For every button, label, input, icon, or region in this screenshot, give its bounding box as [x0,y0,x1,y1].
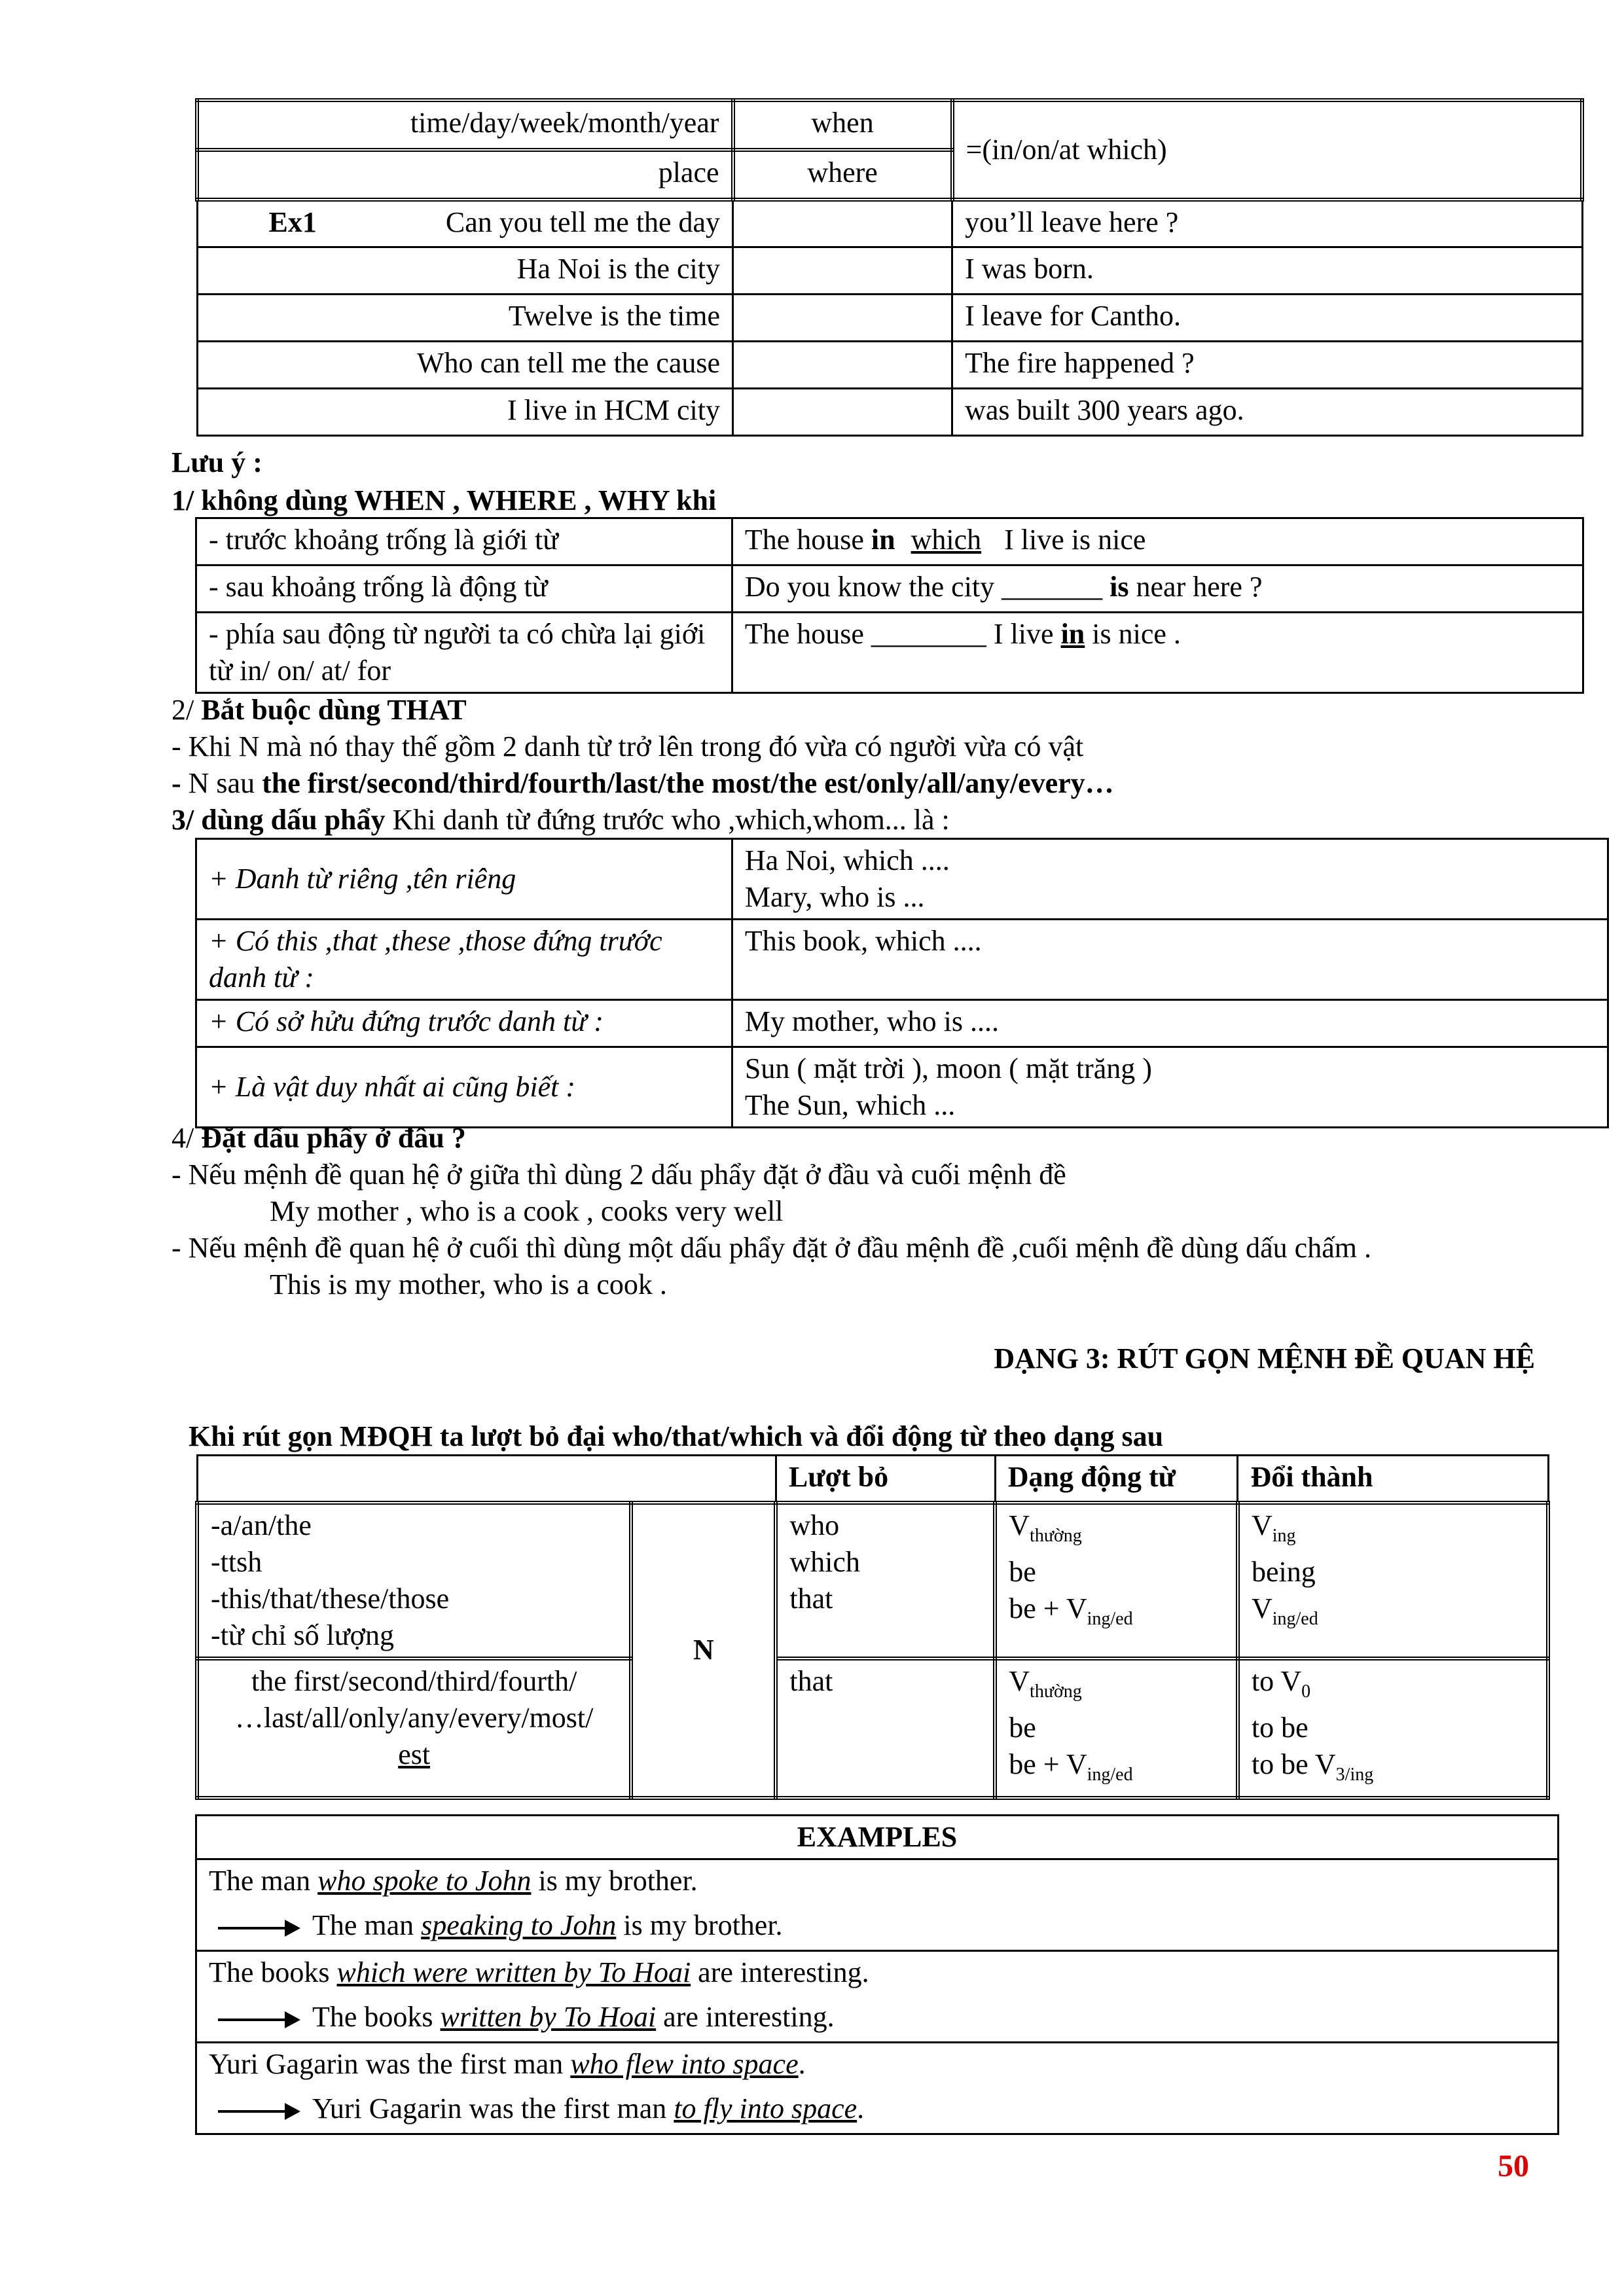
right-arrow-icon [218,2110,297,2113]
cell-continuation: I was born. [952,247,1582,294]
becomes-cell: to $V_0$ to be to be $V_{3/ing}$ [1238,1659,1548,1799]
cell-continuation: you’ll leave here ? [952,200,1582,247]
cell-noun-place: place [197,150,733,200]
rule-example: Do you know the city _______ is near here ? [732,565,1583,613]
determiners-cell: -a/an/the -ttsh -this/that/these/those -từ chỉ số lượng [197,1503,631,1659]
note-example-4a: My mother , who is a cook , cooks very well [270,1195,784,1227]
note-heading-3: 3/ dùng dấu phẩy Khi danh từ đứng trước who ,which,whom... là : [171,804,950,836]
cell-ex1 [197,200,733,247]
comma-rule: + Có sở hửu đứng trước danh từ : [196,1000,732,1047]
rule-text: - sau khoảng trống là động từ [196,565,732,613]
rule-text: - trước khoảng trống là giới từ [196,518,732,565]
comma-example: This book, which .... [732,920,1608,1000]
cell-blank [733,200,952,247]
note-example-4b: This is my mother, who is a cook . [270,1268,667,1300]
pronoun-cell: who which that [776,1503,995,1659]
cell-sentence: I live in HCM city [197,388,733,435]
cell-blank [733,388,952,435]
comma-usage-table [195,838,1609,1128]
cell-continuation: The fire happened ? [952,341,1582,388]
comma-example: My mother, who is .... [732,1000,1608,1047]
cell-sentence: Ha Noi is the city [197,247,733,294]
header-becomes: Đổi thành [1238,1456,1548,1503]
example-item: The books which were written by To Hoai are interesting. The books written by To Hoai are interesting. [196,1951,1559,2043]
page-number: 50 [1498,2149,1529,2183]
cell-in-on-at-which: =(in/on/at which) [952,100,1582,200]
ex1-sentence: Can you tell me the day [445,206,721,238]
rule-text: - phía sau động từ người ta có chừa lại giới từ in/ on/ at/ for [196,613,732,693]
cell-blank [733,341,952,388]
pronoun-cell: that [776,1659,995,1799]
example-item: Yuri Gagarin was the first man who flew into space. Yuri Gagarin was the first man to fly into space. [196,2043,1559,2134]
note-heading-4: 4/ Đặt dấu phẩy ở đâu ? [171,1122,466,1154]
comma-example: Ha Noi, which .... Mary, who is ... [732,839,1608,920]
cell-continuation: was built 300 years ago. [952,388,1582,435]
comma-rule: + Danh từ riêng ,tên riêng [196,839,732,920]
header-removed: Lượt bỏ [776,1456,995,1503]
cell-sentence: Who can tell me the cause [197,341,733,388]
rule-example: The house in which I live is nice [732,518,1583,565]
cell-where: where [733,150,952,200]
right-arrow-icon [218,1927,297,1929]
no-when-where-why-table [195,517,1584,694]
note-title: Lưu ý : [171,446,262,478]
becomes-cell: $V_{ing}$ being $V_{ing/ed}$ [1238,1503,1548,1659]
cell-when: when [733,100,952,150]
note-line-2a: - Khi N mà nó thay thế gồm 2 danh từ trở lên trong đó vừa có người vừa có vật [171,730,1084,762]
section-intro: Khi rút gọn MĐQH ta lượt bỏ đại who/that/which và đổi động từ theo dạng sau [189,1420,1164,1452]
reduction-table [195,1454,1550,1800]
verb-form-cell: $V_{thường}$ be be + $V_{ing/ed}$ [995,1503,1238,1659]
cell-noun-time: time/day/week/month/year [197,100,733,150]
note-line-2b: - N sau the first/second/third/fourth/last/the most/the est/only/all/any/every… [171,767,1114,799]
examples-title: EXAMPLES [196,1816,1559,1859]
header-empty [197,1456,776,1503]
relative-adverb-table [195,98,1584,437]
ordinal-determiners-cell: the first/second/third/fourth/ …last/all/only/any/every/most/ est [197,1659,631,1799]
verb-form-cell: $V_{thường}$ be be + $V_{ing/ed}$ [995,1659,1238,1799]
cell-sentence: Twelve is the time [197,294,733,341]
note-heading-2: 2/ Bắt buộc dùng THAT [171,694,467,726]
example-item: The man who spoke to John is my brother. The man speaking to John is my brother. [196,1859,1559,1951]
comma-example: Sun ( mặt trời ), moon ( mặt trăng ) The Sun, which ... [732,1047,1608,1128]
note-heading-1: 1/ không dùng WHEN , WHERE , WHY khi [171,484,717,516]
comma-rule: + Có this ,that ,these ,those đứng trước danh từ : [196,920,732,1000]
section-title: DẠNG 3: RÚT GỌN MỆNH ĐỀ QUAN HỆ [994,1342,1535,1374]
noun-cell: N [631,1503,776,1799]
right-arrow-icon [218,2018,297,2021]
ex1-label: Ex1 [268,206,317,238]
cell-blank [733,247,952,294]
rule-example: The house ________ I live in is nice . [732,613,1583,693]
examples-table [195,1814,1559,2135]
comma-rule: + Là vật duy nhất ai cũng biết : [196,1047,732,1128]
note-line-4b: - Nếu mệnh đề quan hệ ở cuối thì dùng một dấu phẩy đặt ở đầu mệnh đề ,cuối mệnh đề dùng dấu chấm . [171,1232,1371,1264]
header-verb-form: Dạng động từ [995,1456,1238,1503]
cell-continuation: I leave for Cantho. [952,294,1582,341]
note-line-4a: - Nếu mệnh đề quan hệ ở giữa thì dùng 2 dấu phẩy đặt ở đầu và cuối mệnh đề [171,1158,1066,1191]
cell-blank [733,294,952,341]
